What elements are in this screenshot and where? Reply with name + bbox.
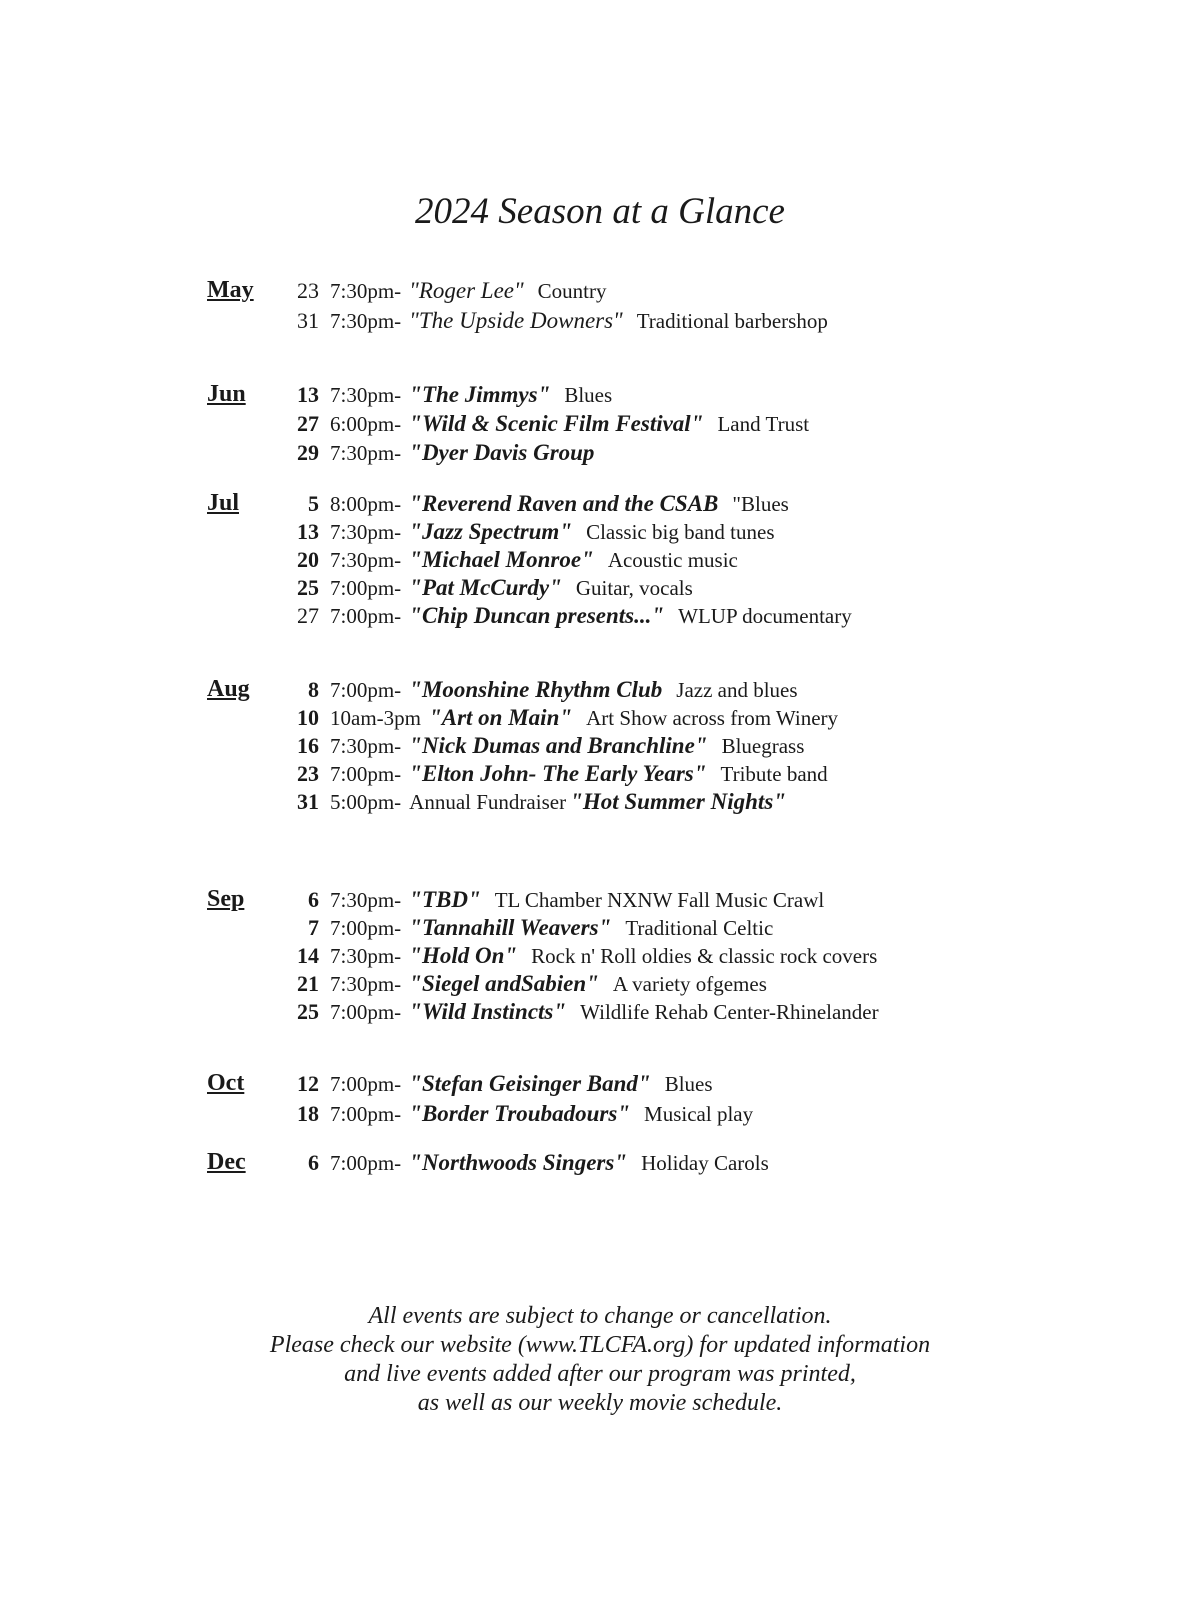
event-name: "Elton John- The Early Years" xyxy=(409,761,707,786)
month-label: Oct xyxy=(207,1070,245,1096)
footer-line: Please check our website (www.TLCFA.org) for updated information xyxy=(269,1332,931,1358)
event-description: WLUP documentary xyxy=(678,604,852,628)
event-name: "Chip Duncan presents..." xyxy=(409,603,665,628)
event-time: 7:00pm- xyxy=(330,762,402,786)
event-description: Guitar, vocals xyxy=(575,576,693,600)
event-time: 7:30pm- xyxy=(330,309,402,333)
event-day: 12 xyxy=(297,1071,319,1096)
event-day: 13 xyxy=(297,519,319,544)
event-description: Blues xyxy=(564,383,613,407)
footer-notice xyxy=(0,1302,1200,1418)
event-time: 7:30pm- xyxy=(330,279,402,303)
event-name: "Hold On" xyxy=(409,943,518,968)
event-description: A variety ofgemes xyxy=(612,972,767,996)
event-description: Musical play xyxy=(644,1102,754,1126)
event-name: "Siegel andSabien" xyxy=(409,971,599,996)
event-time: 8:00pm- xyxy=(330,492,402,516)
event-day: 25 xyxy=(297,999,319,1024)
event-day: 23 xyxy=(297,278,319,303)
footer-line: and live events added after our program was printed, xyxy=(344,1361,856,1387)
event-name: "Wild Instincts" xyxy=(409,999,567,1024)
event-time: 7:30pm- xyxy=(330,548,402,572)
event-time: 7:30pm- xyxy=(330,972,402,996)
event-name: "Wild & Scenic Film Festival" xyxy=(409,411,704,436)
month-label: Jun xyxy=(207,381,246,407)
event-time: 7:30pm- xyxy=(330,520,402,544)
event-day: 31 xyxy=(297,308,319,333)
event-description: "Blues xyxy=(732,492,789,516)
month-label: May xyxy=(207,277,254,303)
event-name: "Michael Monroe" xyxy=(409,547,594,572)
event-day: 8 xyxy=(308,677,319,702)
event-time: 7:30pm- xyxy=(330,734,402,758)
event-name: "Pat McCurdy" xyxy=(409,575,562,600)
event-day: 20 xyxy=(297,547,319,572)
event-description: Bluegrass xyxy=(721,734,805,758)
event-description: Tribute band xyxy=(720,762,828,786)
event-description: Country xyxy=(537,279,607,303)
event-day: 27 xyxy=(297,603,319,628)
event-day: 7 xyxy=(308,915,319,940)
event-name: "Roger Lee" xyxy=(409,278,524,303)
event-name: "Art on Main" xyxy=(428,705,573,730)
event-name: "The Jimmys" xyxy=(409,382,551,407)
event-name: "Dyer Davis Group xyxy=(409,440,595,465)
event-description: Traditional Celtic xyxy=(625,916,774,940)
event-day: 6 xyxy=(308,1150,319,1175)
event-description: Traditional barbershop xyxy=(636,309,828,333)
event-day: 14 xyxy=(297,943,319,968)
event-time: 7:00pm- xyxy=(330,1072,402,1096)
event-time: 7:00pm- xyxy=(330,576,402,600)
event-name: "TBD" xyxy=(409,887,481,912)
event-description: Jazz and blues xyxy=(676,678,798,702)
event-time: 7:30pm- xyxy=(330,944,402,968)
event-day: 21 xyxy=(297,971,319,996)
event-time: 7:00pm- xyxy=(330,1151,402,1175)
event-time: 7:00pm- xyxy=(330,678,402,702)
event-day: 31 xyxy=(297,789,319,814)
footer-line: All events are subject to change or cancellation. xyxy=(368,1303,832,1329)
month-label: Jul xyxy=(207,490,240,516)
event-description: Acoustic music xyxy=(607,548,738,572)
event-description: Wildlife Rehab Center-Rhinelander xyxy=(580,1000,879,1024)
event-day: 16 xyxy=(297,733,319,758)
event-time: 7:30pm- xyxy=(330,383,402,407)
event-name: "Border Troubadours" xyxy=(409,1101,631,1126)
event-day: 10 xyxy=(297,705,319,730)
footer-line: as well as our weekly movie schedule. xyxy=(417,1390,783,1416)
event-time: 7:00pm- xyxy=(330,916,402,940)
event-time: 7:00pm- xyxy=(330,604,402,628)
event-name: "Northwoods Singers" xyxy=(409,1150,628,1175)
event-description: Holiday Carols xyxy=(641,1151,769,1175)
event-time: 5:00pm- xyxy=(330,790,402,814)
event-name: "The Upside Downers" xyxy=(409,308,623,333)
event-day: 23 xyxy=(297,761,319,786)
event-day: 13 xyxy=(297,382,319,407)
event-time: 6:00pm- xyxy=(330,412,402,436)
month-label: Aug xyxy=(207,676,250,702)
event-name: "Jazz Spectrum" xyxy=(409,519,573,544)
event-day: 27 xyxy=(297,411,319,436)
event-description: Blues xyxy=(664,1072,713,1096)
event-day: 25 xyxy=(297,575,319,600)
month-label: Dec xyxy=(207,1149,246,1175)
event-time: 7:00pm- xyxy=(330,1000,402,1024)
event-time: 10am-3pm xyxy=(330,706,421,730)
event-time: 7:00pm- xyxy=(330,1102,402,1126)
event-name: "Nick Dumas and Branchline" xyxy=(409,733,708,758)
event-description: Land Trust xyxy=(717,412,810,436)
event-description: TL Chamber NXNW Fall Music Crawl xyxy=(494,888,825,912)
event-day: 29 xyxy=(297,440,319,465)
event-day: 5 xyxy=(308,491,319,516)
event-day: 18 xyxy=(297,1101,319,1126)
event-description: Rock n' Roll oldies & classic rock covers xyxy=(531,944,878,968)
page-title: 2024 Season at a Glance xyxy=(415,191,785,232)
event-name: "Stefan Geisinger Band" xyxy=(409,1071,651,1096)
event-description: Classic big band tunes xyxy=(586,520,775,544)
event-description: Art Show across from Winery xyxy=(586,706,839,730)
event-time: 7:30pm- xyxy=(330,888,402,912)
event-name: "Reverend Raven and the CSAB xyxy=(409,491,719,516)
event-prefix: Annual Fundraiser xyxy=(409,790,567,814)
event-time: 7:30pm- xyxy=(330,441,402,465)
event-name: "Hot Summer Nights" xyxy=(570,789,787,814)
event-day: 6 xyxy=(308,887,319,912)
event-name: "Moonshine Rhythm Club xyxy=(409,677,663,702)
event-name: "Tannahill Weavers" xyxy=(409,915,612,940)
month-label: Sep xyxy=(207,886,245,912)
